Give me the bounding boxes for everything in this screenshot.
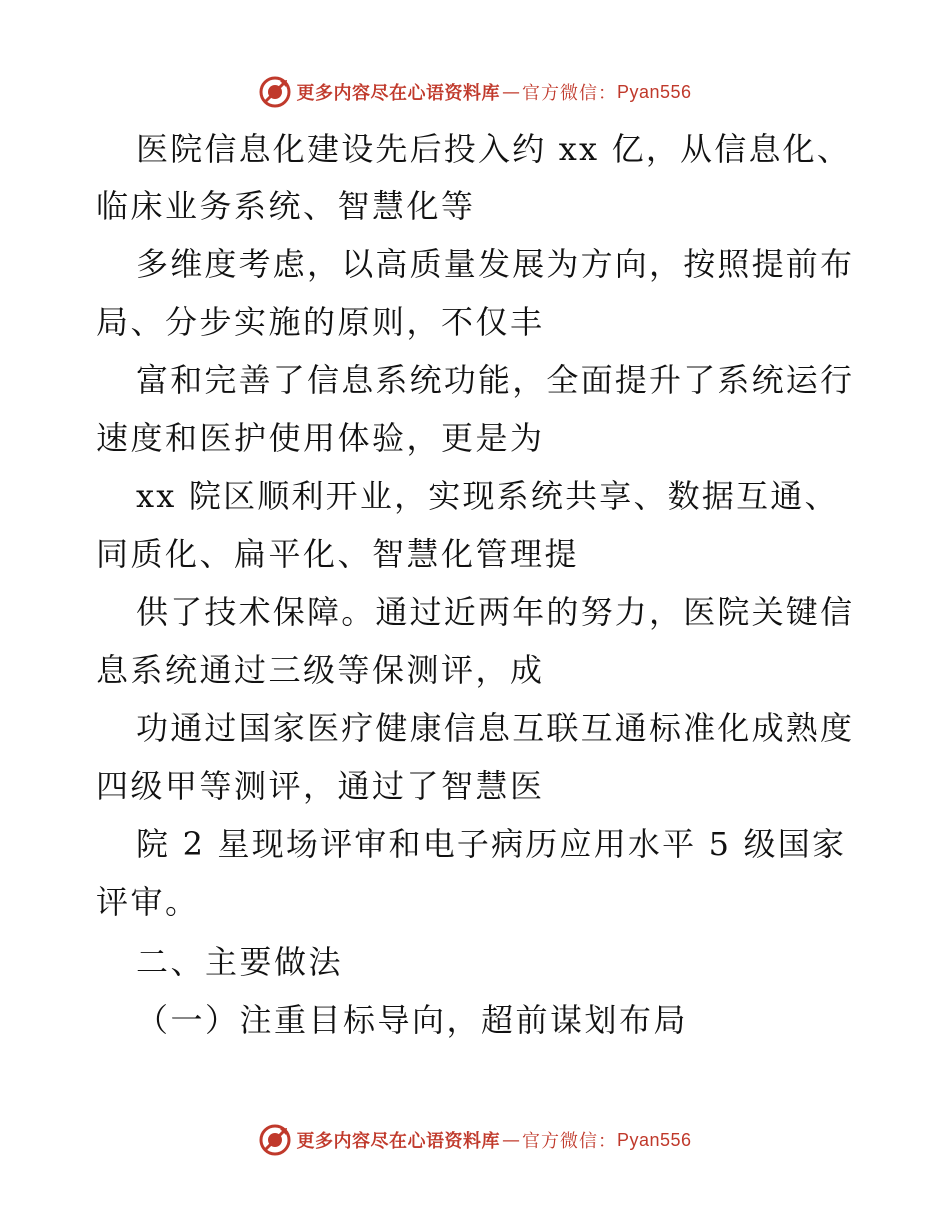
paragraph-line: 院 2 星现场评审和电子病历应用水平 5 级国家 [136, 825, 847, 863]
paragraph-line: 息系统通过三级等保测评，成 [96, 651, 545, 689]
paragraph-line: 同质化、扁平化、智慧化管理提 [96, 535, 580, 573]
logo-icon [258, 75, 292, 109]
paragraph-line: 医院信息化建设先后投入约 xx 亿，从信息化、 [136, 130, 852, 168]
header-watermark-banner [0, 72, 950, 112]
banner-text-wechat: 官方微信： [521, 83, 617, 104]
footer-watermark-banner [0, 1120, 950, 1160]
banner-text-wechat: 官方微信： [521, 1131, 617, 1152]
banner-text-site: 更多内容尽在心语资料库 [296, 83, 500, 104]
paragraph-line: 局、分步实施的原则，不仅丰 [96, 303, 545, 341]
section-heading: 二、主要做法 [136, 943, 344, 981]
paragraph-line: 供了技术保障。通过近两年的努力，医院关键信 [136, 593, 855, 631]
banner-dash: — [501, 1129, 520, 1151]
paragraph-line: 临床业务系统、智慧化等 [96, 187, 476, 225]
banner-text-id: Pyan556 [616, 1129, 692, 1150]
paragraph-line: 四级甲等测评，通过了智慧医 [96, 767, 545, 805]
subsection-heading: （一）注重目标导向，超前谋划布局 [136, 1001, 689, 1039]
paragraph-line: 富和完善了信息系统功能，全面提升了系统运行 [136, 361, 855, 399]
paragraph-line: 速度和医护使用体验，更是为 [96, 419, 545, 457]
paragraph-line: 功通过国家医疗健康信息互联互通标准化成熟度 [136, 709, 855, 747]
paragraph-line: 评审。 [96, 883, 200, 921]
paragraph-line: xx 院区顺利开业，实现系统共享、数据互通、 [136, 477, 839, 515]
banner-text-id: Pyan556 [616, 81, 692, 102]
paragraph-line: 多维度考虑，以高质量发展为方向，按照提前布 [136, 245, 855, 283]
banner-dash: — [501, 81, 520, 103]
banner-text-site: 更多内容尽在心语资料库 [296, 1131, 500, 1152]
logo-icon [258, 1123, 292, 1157]
